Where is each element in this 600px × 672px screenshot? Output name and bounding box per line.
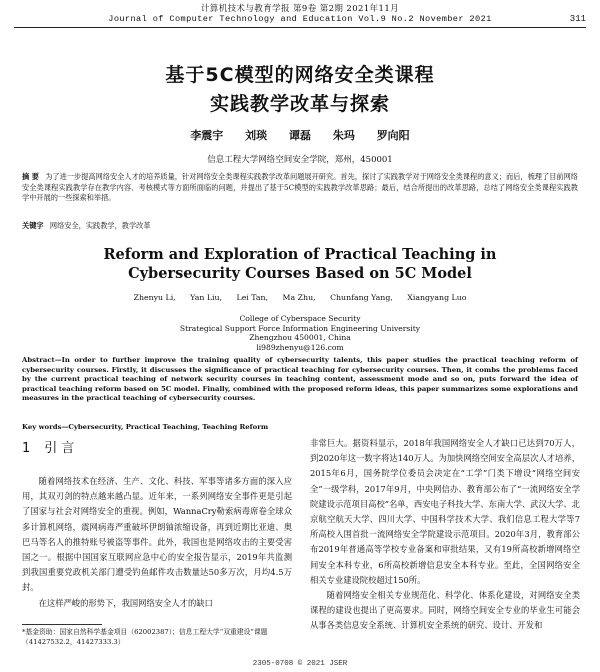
keywords-en-text: Cybersecurity, Practical Teaching, Teaching Reform <box>68 423 269 431</box>
running-header-en: Journal of Computer Technology and Education Vol.9 No.2 November 2021 <box>108 14 492 24</box>
english-abstract <box>22 356 578 404</box>
footnote-rule <box>22 624 102 625</box>
keywords-cn-label: 关键字 <box>22 221 44 230</box>
chinese-abstract <box>22 172 578 204</box>
author-en: Ma Zhu, <box>282 293 316 302</box>
header-rule <box>14 27 586 28</box>
chinese-title-line-1: 基于5C模型的网络安全类课程 <box>165 64 435 86</box>
body-paragraph: 随着网络安全相关专业规范化、科学化、体系化建设，对网络安全类课程的建设也提出了更高要求。同时，网络空间安全专业的毕业生可能会从事各类信息安全系统、计算机安全系统的研究、设计、开发和 <box>310 590 580 631</box>
affiliation-line: Strategical Support Force Information Engineering University <box>179 323 421 333</box>
body-paragraph: 在这样严峻的形势下，我国网络安全人才的缺口 <box>38 597 213 608</box>
author-cn: 谭磊 <box>289 129 311 142</box>
abstract-en-text: In order to further improve the training quality of cybersecurity talents, this paper studies the practical teaching reform of cybersecurity courses. Firstly, it discusses the significance of practical teaching for cybersecurity courses. Then, it combs the problems faced by the current practical teaching of network security courses in teaching content, assessment mode and so on, puts forward the idea of practical teaching reform based on 5C model. Finally, combined with the proposed reform ideas, this paper summarizes some explorations and measures in the practical teaching of cybersecurity courses. <box>22 356 578 403</box>
affiliation-line: College of Cyberspace Security <box>239 314 361 323</box>
body-paragraph: 非常巨大。据资料显示，2018年我国网络安全人才缺口已达到70万人，到2020年这一数字将达140万人。为加快网络空间安全高层次人才培养，2015年6月，国务院学位委员会决定在“工学”门类下增设“网络空间安全”一级学科，2017年9月，中央网信办、教育部公布了“一流网络安全学院建设示范项目高校”名单，西安电子科技大学、东南大学、武汉大学、北京航空航天大学、四川大学、中国科学技术大学、我们信息工程大学等7所高校入围首批一流网络安全学院建设示范项目。2020年3月，教育部公布2019年普通高等学校专业备案和审批结果，又有19所高校新增网络空间安全本科专业，6所高校新增信息安全本科专业。至此，全国网络安全相关专业建设院校超过150所。 <box>310 438 580 585</box>
left-column <box>22 436 292 611</box>
affiliation-line: Zhengzhou 450001, China <box>249 333 351 343</box>
abstract-cn-text: 为了进一步提高网络安全人才的培养质量，针对网络安全类课程实践教学改革问题展开研究。首先，探讨了实践教学对于网络安全类课程的意义；而后，梳理了目前网络安全类课程实践教学存在教学内容、考核模式等方面所面临的问题，并提出了基于5C模型的实践教学改革思路；最后，结合所提出的改革思路，总结了网络安全类课程实践教学中开展的一些探索和举措。 <box>22 172 578 202</box>
body-paragraph: 随着网络技术在经济、生产、文化、科技、军事等诸多方面的深入应用，其双刃剑的特点越来越凸显。近年来，一系列网络安全事件更是引起了国家与社会对网络安全的重视。例如，WannaCry勒索病毒席卷全球众多计算机网络，震网病毒严重破坏伊朗铀浓缩设备，再到近期比亚迪、奥巴马等名人的推特账号被盗等事件。此外，我国也是网络攻击的主要受害国之一。根据中国国家互联网应急中心的安全报告显示，2019年共监测到我国重要党政机关部门遭受钓鱼邮件攻击数量达50多万次，月均4.5万封。 <box>22 476 292 593</box>
section-number: 1 <box>22 441 31 456</box>
abstract-en-label: Abstract— <box>22 356 62 364</box>
section-heading <box>22 438 292 460</box>
author-cn: 朱玛 <box>332 129 355 142</box>
chinese-title-line-2: 实践教学改革与探索 <box>209 93 390 115</box>
right-column <box>310 436 580 634</box>
page-number: 311 <box>569 14 586 24</box>
english-title-line-2: Cybersecurity Courses Based on 5C Model <box>128 265 472 282</box>
section-title: 引 言 <box>44 441 75 456</box>
author-cn: 罗向阳 <box>376 129 410 142</box>
english-keywords <box>22 423 578 431</box>
bottom-code: 2305-0708 © 2021 JSER <box>252 660 348 668</box>
author-en: Zhenyu Li, <box>133 293 176 302</box>
english-affiliation <box>0 314 600 352</box>
author-cn: 刘琰 <box>245 129 268 142</box>
english-title-line-1: Reform and Exploration of Practical Teaching in <box>103 246 497 263</box>
chinese-affiliation: 信息工程大学网络空间安全学院，郑州，450001 <box>207 155 393 165</box>
author-en: Yan Liu, <box>190 293 223 302</box>
author-email: li989zhenyu@126.com <box>256 342 344 352</box>
author-en: Xiangyang Luo <box>407 293 467 302</box>
english-authors <box>0 293 600 302</box>
funding-footnote: *基金资助：国家自然科学基金项目（62002387）；信息工程大学“双重建设”课题（41427532.2，41427333.3） <box>22 628 268 646</box>
chinese-keywords <box>22 221 578 231</box>
chinese-authors <box>0 127 600 143</box>
running-header-cn: 计算机技术与教育学报 第9卷 第2期 2021年11月 <box>200 4 400 14</box>
author-cn: 李震宇 <box>190 129 224 142</box>
keywords-cn-text: 网络安全，实践教学，教学改革 <box>49 221 151 230</box>
author-en: Lei Tan, <box>236 293 269 302</box>
keywords-en-label: Key words— <box>22 423 69 431</box>
abstract-cn-label: 摘 要 <box>22 172 39 181</box>
author-en: Chunfang Yang, <box>330 293 393 302</box>
